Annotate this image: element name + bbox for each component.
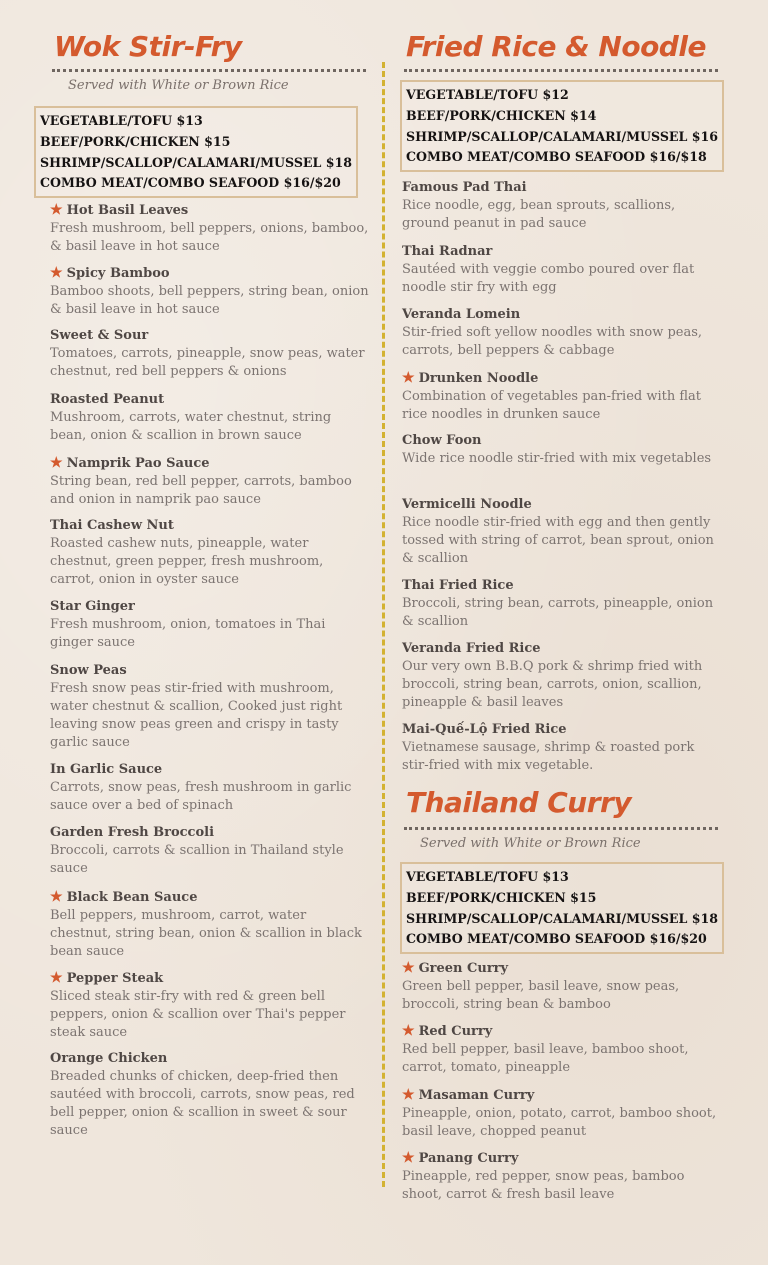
star-icon: ★ xyxy=(402,370,415,386)
menu-item xyxy=(50,517,370,589)
menu-item-name-text: Masaman Curry xyxy=(418,1088,535,1103)
menu-item-name-text: Thai Cashew Nut xyxy=(50,518,174,533)
menu-item-name-text: In Garlic Sauce xyxy=(50,762,163,777)
menu-item-name-text: Thai Fried Rice xyxy=(402,578,514,593)
menu-item-description: String bean, red bell pepper, carrots, bamboo and onion in namprik pao sauce xyxy=(50,474,352,507)
menu-item xyxy=(402,243,722,297)
menu-item-description: Broccoli, string bean, carrots, pineapple, onion & scallion xyxy=(402,596,714,629)
menu-item-name xyxy=(50,327,370,345)
menu-item-description: Breaded chunks of chicken, deep-fried then sautéed with broccoli, carrots, snow peas, red bell pepper, onion & scallion in sweet & sour sauce xyxy=(50,1069,355,1138)
menu-item-name-text: Mai-Quế-Lộ Fried Rice xyxy=(402,722,567,737)
price-box-wok xyxy=(34,106,358,198)
menu-item xyxy=(402,1086,722,1141)
menu-item-name-text: Star Ginger xyxy=(50,599,135,614)
price-box-curry xyxy=(400,862,724,954)
menu-item-name xyxy=(402,496,722,514)
section-title-curry: Thailand Curry xyxy=(406,786,632,819)
menu-item-description: Vietnamese sausage, shrimp & roasted pork stir-fried with mix vegetable. xyxy=(402,740,695,773)
dotted-rule xyxy=(404,827,718,830)
star-icon: ★ xyxy=(402,1150,415,1166)
menu-item-name xyxy=(402,369,722,388)
menu-item-name-text: Sweet & Sour xyxy=(50,328,149,343)
menu-item-name xyxy=(402,179,722,197)
menu-item-name-text: Drunken Noodle xyxy=(418,371,539,386)
menu-item-name xyxy=(402,1149,722,1168)
menu-item-name xyxy=(50,598,370,616)
menu-item-name xyxy=(50,201,370,220)
price-line: COMBO MEAT/COMBO SEAFOOD $16/$20 xyxy=(406,931,707,947)
menu-item-name-text: Famous Pad Thai xyxy=(402,180,527,195)
menu-item-description: Roasted cashew nuts, pineapple, water chestnut, green pepper, fresh mushroom, carrot, onion in oyster sauce xyxy=(50,536,324,587)
menu-item-name xyxy=(50,662,370,680)
menu-item-name xyxy=(402,721,722,739)
menu-item-name-text: Veranda Lomein xyxy=(402,307,521,322)
menu-item xyxy=(402,1022,722,1077)
star-icon: ★ xyxy=(50,970,63,986)
dotted-rule xyxy=(404,69,718,72)
menu-item xyxy=(50,824,370,878)
menu-item xyxy=(50,1050,370,1140)
menu-item-name-text: Namprik Pao Sauce xyxy=(66,456,210,471)
section-title-noodle: Fried Rice & Noodle xyxy=(406,30,706,63)
menu-item-name-text: Black Bean Sauce xyxy=(66,890,198,905)
menu-item-name-text: Thai Radnar xyxy=(402,244,493,259)
menu-item-description: Pineapple, red pepper, snow peas, bamboo shoot, carrot & fresh basil leave xyxy=(402,1169,685,1202)
menu-item xyxy=(402,432,722,468)
menu-item xyxy=(50,201,370,256)
menu-item xyxy=(50,327,370,381)
price-line: BEEF/PORK/CHICKEN $15 xyxy=(40,133,231,149)
menu-item-name xyxy=(50,264,370,283)
menu-item xyxy=(402,577,722,631)
menu-item-description: Fresh mushroom, onion, tomatoes in Thai ginger sauce xyxy=(50,617,326,650)
menu-item-name-text: Snow Peas xyxy=(50,663,127,678)
menu-item xyxy=(402,640,722,712)
menu-item-name-text: Green Curry xyxy=(418,961,509,976)
star-icon: ★ xyxy=(402,1087,415,1103)
star-icon: ★ xyxy=(402,1023,415,1039)
star-icon: ★ xyxy=(50,889,63,905)
menu-item-name xyxy=(50,969,370,988)
price-line: BEEF/PORK/CHICKEN $15 xyxy=(406,889,597,905)
menu-item-name xyxy=(50,1050,370,1068)
menu-item-name xyxy=(402,577,722,595)
menu-item-name xyxy=(50,824,370,842)
menu-item-name xyxy=(50,391,370,409)
section-subtitle-curry: Served with White or Brown Rice xyxy=(420,836,641,851)
price-line: SHRIMP/SCALLOP/CALAMARI/MUSSEL $18 xyxy=(40,154,353,170)
menu-item xyxy=(50,969,370,1042)
price-line: SHRIMP/SCALLOP/CALAMARI/MUSSEL $16 xyxy=(406,128,719,144)
menu-item-description: Our very own B.B.Q pork & shrimp fried with broccoli, string bean, carrots, onion, scallion, pineapple & basil leaves xyxy=(402,659,703,710)
menu-item-description: Tomatoes, carrots, pineapple, snow peas, water chestnut, red bell peppers & onions xyxy=(50,346,365,379)
menu-item-description: Wide rice noodle stir-fried with mix vegetables xyxy=(402,451,712,466)
menu-item-name-text: Vermicelli Noodle xyxy=(402,497,532,512)
menu-item xyxy=(402,496,722,568)
menu-item-description: Bell peppers, mushroom, carrot, water chestnut, string bean, onion & scallion in black bean sauce xyxy=(50,908,362,959)
menu-item-name-text: Roasted Peanut xyxy=(50,392,165,407)
price-line: SHRIMP/SCALLOP/CALAMARI/MUSSEL $18 xyxy=(406,910,719,926)
menu-item xyxy=(50,454,370,509)
menu-item-name-text: Panang Curry xyxy=(418,1151,519,1166)
menu-item-name xyxy=(402,1022,722,1041)
menu-item-description: Combination of vegetables pan-fried with flat rice noodles in drunken sauce xyxy=(402,389,702,422)
section-subtitle-wok: Served with White or Brown Rice xyxy=(68,78,289,93)
dotted-rule xyxy=(52,69,366,72)
price-box-noodle xyxy=(400,80,724,172)
menu-item-description: Fresh snow peas stir-fried with mushroom, water chestnut & scallion, Cooked just right leaving snow peas green and crispy in tasty garlic sauce xyxy=(50,681,343,750)
star-icon: ★ xyxy=(50,265,63,281)
menu-item-name xyxy=(402,432,722,450)
menu-item-name-text: Hot Basil Leaves xyxy=(66,203,189,218)
menu-item xyxy=(50,598,370,652)
star-icon: ★ xyxy=(402,960,415,976)
menu-item xyxy=(50,761,370,815)
menu-item-description: Rice noodle, egg, bean sprouts, scallions, ground peanut in pad sauce xyxy=(402,198,676,231)
menu-item-description: Bamboo shoots, bell peppers, string bean, onion & basil leave in hot sauce xyxy=(50,284,369,317)
menu-item-name xyxy=(50,454,370,473)
price-line: VEGETABLE/TOFU $12 xyxy=(406,87,569,102)
menu-item-name xyxy=(402,243,722,261)
menu-item-description: Stir-fried soft yellow noodles with snow peas, carrots, bell peppers & cabbage xyxy=(402,325,703,358)
price-line: COMBO MEAT/COMBO SEAFOOD $16/$18 xyxy=(406,149,707,165)
menu-item xyxy=(50,662,370,752)
price-line: VEGETABLE/TOFU $13 xyxy=(40,113,203,128)
column-divider xyxy=(382,62,385,1187)
menu-item xyxy=(402,959,722,1014)
menu-item xyxy=(402,369,722,424)
star-icon: ★ xyxy=(50,202,63,218)
section-title-wok: Wok Stir-Fry xyxy=(54,30,242,63)
menu-item-name xyxy=(50,888,370,907)
menu-item-name-text: Garden Fresh Broccoli xyxy=(50,825,215,840)
menu-item-description: Green bell pepper, basil leave, snow peas, broccoli, string bean & bamboo xyxy=(402,979,680,1012)
star-icon: ★ xyxy=(50,455,63,471)
menu-item-name-text: Spicy Bamboo xyxy=(66,266,170,281)
menu-item-name xyxy=(402,959,722,978)
menu-item-description: Mushroom, carrots, water chestnut, string bean, onion & scallion in brown sauce xyxy=(50,410,332,443)
menu-item xyxy=(50,391,370,445)
menu-item-name xyxy=(50,517,370,535)
price-line: VEGETABLE/TOFU $13 xyxy=(406,869,569,884)
price-line: BEEF/PORK/CHICKEN $14 xyxy=(406,107,597,123)
menu-item xyxy=(402,179,722,233)
menu-item-name-text: Orange Chicken xyxy=(50,1051,168,1066)
price-line: COMBO MEAT/COMBO SEAFOOD $16/$20 xyxy=(40,175,341,191)
menu-item-name-text: Chow Foon xyxy=(402,433,482,448)
menu-item xyxy=(402,721,722,775)
menu-item-description: Broccoli, carrots & scallion in Thailand style sauce xyxy=(50,843,344,876)
menu-item xyxy=(50,888,370,961)
menu-item-name xyxy=(402,1086,722,1105)
menu-item-name xyxy=(50,761,370,779)
menu-item-name-text: Veranda Fried Rice xyxy=(402,641,541,656)
menu-item-description: Sautéed with veggie combo poured over flat noodle stir fry with egg xyxy=(402,262,695,295)
menu-item-description: Fresh mushroom, bell peppers, onions, bamboo, & basil leave in hot sauce xyxy=(50,221,369,254)
menu-item-name xyxy=(402,640,722,658)
menu-item-name-text: Red Curry xyxy=(418,1024,493,1039)
menu-item-name-text: Pepper Steak xyxy=(66,971,164,986)
menu-item-description: Carrots, snow peas, fresh mushroom in garlic sauce over a bed of spinach xyxy=(50,780,352,813)
menu-item-description: Red bell pepper, basil leave, bamboo shoot, carrot, tomato, pineapple xyxy=(402,1042,689,1075)
menu-item-description: Sliced steak stir-fry with red & green bell peppers, onion & scallion over Thai's pepper steak sauce xyxy=(50,989,346,1040)
menu-item-name xyxy=(402,306,722,324)
menu-item xyxy=(50,264,370,319)
menu-item-description: Pineapple, onion, potato, carrot, bamboo shoot, basil leave, chopped peanut xyxy=(402,1106,717,1139)
menu-item-description: Rice noodle stir-fried with egg and then gently tossed with string of carrot, bean sprout, onion & scallion xyxy=(402,515,714,566)
menu-item xyxy=(402,306,722,360)
menu-item xyxy=(402,1149,722,1204)
